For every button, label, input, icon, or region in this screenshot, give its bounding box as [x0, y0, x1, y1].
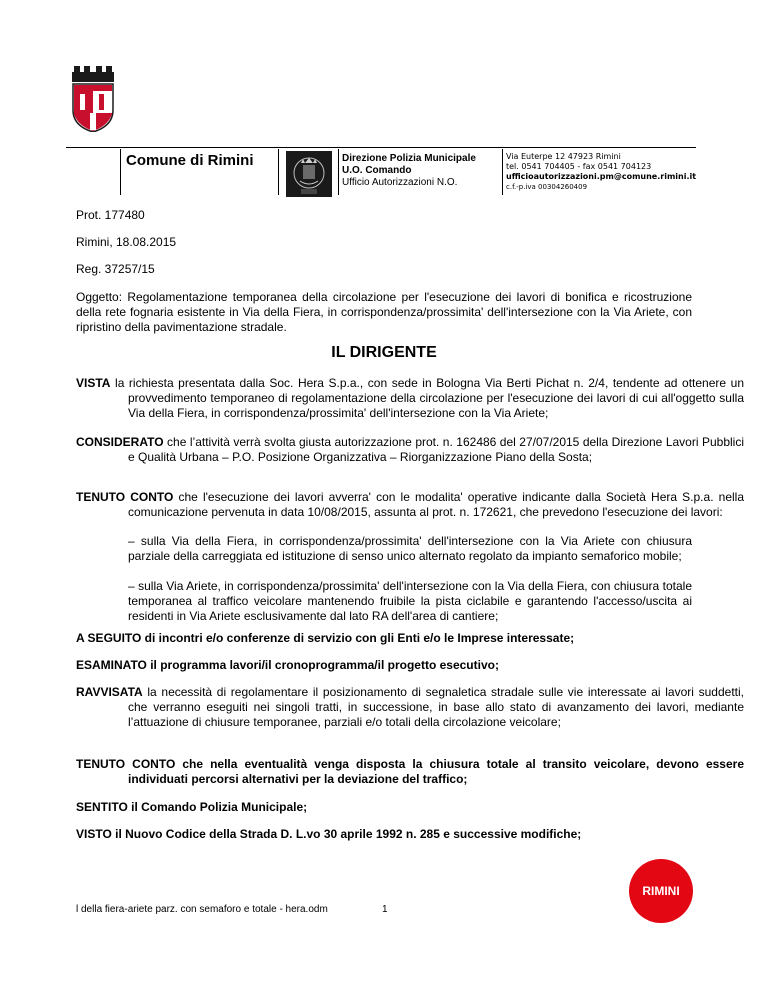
header-divider: [338, 149, 339, 195]
address-text: Via Euterpe 12 47923 Rimini: [506, 152, 621, 161]
subject-paragraph: Oggetto: Regolamentazione temporanea della circolazione per l'esecuzione dei lavori di bonifica e ricostruzione della rete fognaria esistente in Via della Fiera, in corrispondenza/prossimita' dell'intersezione con la Via Ariete, con ripristino della pavimentazione stradale.: [76, 290, 692, 334]
tenuto-conto-keyword: TENUTO CONTO: [76, 490, 174, 504]
tenuto-conto-paragraph: [76, 490, 744, 520]
ufficio-label: Ufficio Autorizzazioni N.O.: [342, 177, 458, 188]
registry-number: Reg. 37257/15: [76, 262, 155, 276]
ravvisata-paragraph: [76, 685, 744, 730]
unita-label: U.O. Comando: [342, 165, 412, 176]
rimini-crest-icon: [68, 66, 118, 132]
visto-paragraph: VISTO il Nuovo Codice della Strada D. L.vo 30 aprile 1992 n. 285 e successive modifiche;: [76, 827, 582, 841]
direzione-label: Direzione Polizia Municipale: [342, 153, 476, 164]
sentito-paragraph: SENTITO il Comando Polizia Municipale;: [76, 800, 308, 814]
tenuto-conto-2-paragraph: TENUTO CONTO che nella eventualità venga disposta la chiusura totale al transito veicolare, devono essere individuati percorsi alternativi per la deviazione del traffico;: [76, 757, 744, 786]
a-seguito-paragraph: A SEGUITO di incontri e/o conferenze di servizio con gli Enti e/o le Imprese interessate;: [76, 631, 575, 645]
document-date: Rimini, 18.08.2015: [76, 235, 177, 249]
vista-paragraph: [76, 376, 744, 421]
comune-name: Comune di Rimini: [126, 152, 254, 169]
direzione-block: [342, 153, 476, 189]
rimini-logo-icon: [628, 858, 694, 924]
section-title: IL DIRIGENTE: [331, 344, 437, 361]
page-number: 1: [382, 904, 388, 915]
vat-text: c.f.-p.iva 00304260409: [506, 183, 588, 191]
rimini-logo-text: RIMINI: [642, 884, 680, 898]
ravvisata-text: la necessità di regolamentare il posizionamento di segnaletica stradale sulle vie interessate ai lavori suddetti, che verranno eseguiti nei singoli tratti, in successione, in base allo stato di avanzamento dei lavori, mediante l’attuazione di chiusure temporanee, parziali e/o totali della circolazione veicolare;: [128, 685, 744, 729]
protocol-number: Prot. 177480: [76, 208, 145, 222]
polizia-municipale-logo-icon: [286, 151, 332, 197]
vista-keyword: VISTA: [76, 376, 111, 390]
header-rule: [66, 147, 696, 148]
considerato-text: che l’attività verrà svolta giusta autorizzazione prot. n. 162486 del 27/07/2015 della Direzione Lavori Pubblici e Qualità Urbana – P.O. Posizione Organizzativa – Riorganizzazione Piano della Sosta;: [128, 435, 744, 464]
work-item-2: – sulla Via Ariete, in corrispondenza/prossimita' dell'intersezione con la Via della Fiera, con chiusura totale temporanea al traffico veicolare mantenendo fruibile la pista ciclabile e garantendo l'accesso/uscita ai residenti in Via Ariete esclusivamente dal lato RA dell'area di cantiere;: [128, 579, 692, 623]
email-link[interactable]: ufficioautorizzazioni.pm@comune.rimini.it: [506, 172, 697, 181]
considerato-keyword: CONSIDERATO: [76, 435, 164, 449]
esaminato-paragraph: ESAMINATO il programma lavori/il cronoprogramma/il progetto esecutivo;: [76, 658, 499, 672]
vista-text: la richiesta presentata dalla Soc. Hera S.p.a., con sede in Bologna Via Berti Pichat n. 2/4, tendente ad ottenere un provvedimento temporaneo di regolamentazione della circolazione per l'esecuzione dei lavori di cui all'oggetto sulla Via della Fiera, in corrispondenza/prossimita' dell'intersezione con la Via Ariete;: [110, 376, 744, 420]
header-divider: [278, 149, 279, 195]
ravvisata-keyword: RAVVISATA: [76, 685, 143, 699]
work-item-1: – sulla Via della Fiera, in corrispondenza/prossimita' dell'intersezione con la Via Ariete con chiusura parziale della carreggiata ed istituzione di senso unico alternato regolato da impianto semaforico mobile;: [128, 534, 692, 563]
considerato-paragraph: [76, 435, 744, 465]
tenuto-conto-text: che l'esecuzione dei lavori avverra' con le modalita' operative indicante dalla Società Hera S.p.a. nella comunicazione pervenuta in data 10/08/2015, assunta al prot. n. 172621, che prevedono l'esecuzione dei lavori:: [128, 490, 745, 519]
contact-block: [506, 152, 696, 192]
phone-text: tel. 0541 704405 - fax 0541 704123: [506, 162, 652, 171]
letterhead: [66, 147, 696, 197]
header-divider: [120, 149, 121, 195]
footer-filename: l della fiera-ariete parz. con semaforo e totale - hera.odm: [76, 904, 328, 915]
header-divider: [502, 149, 503, 195]
